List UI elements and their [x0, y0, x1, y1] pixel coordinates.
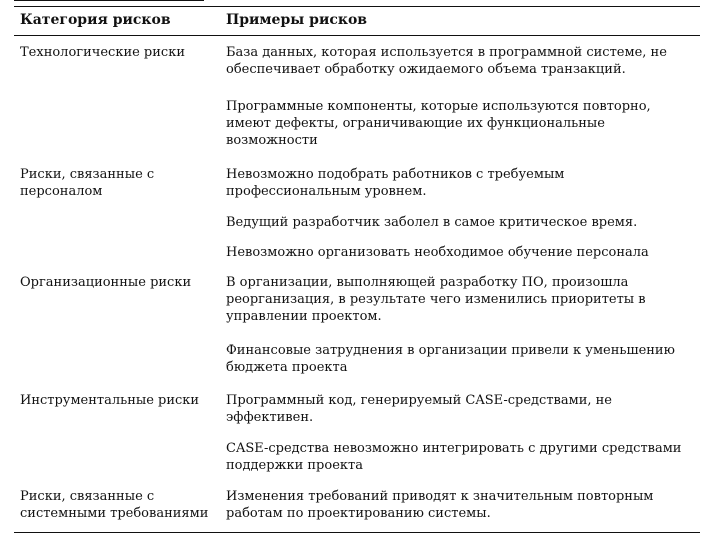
- example-cell: База данных, которая используется в программной системе, не обеспечивает обработку ожидаемого объема транзакций.: [226, 45, 667, 77]
- category-cell: Инструментальные риски: [20, 393, 200, 408]
- example-cell: Финансовые затруднения в организации привели к уменьшению бюджета проекта: [226, 343, 675, 375]
- example-cell: Изменения требований приводят к значительным повторным работам по проектированию системы.: [226, 489, 654, 521]
- top-rule: [14, 0, 204, 1]
- category-cell: Риски, связанные с персоналом: [20, 167, 155, 199]
- example-cell: Невозможно подобрать работников с требуемым профессиональным уровнем.: [226, 167, 565, 199]
- example-cell: В организации, выполняющей разработку ПО, произошла реорганизация, в результате чего изменились приоритеты в управлении проектом.: [226, 275, 646, 324]
- table-header: [14, 6, 700, 36]
- example-cell: Программные компоненты, которые используются повторно, имеют дефекты, ограничивающие их функциональные возможности: [226, 99, 651, 148]
- example-cell: Невозможно организовать необходимое обучение персонала: [226, 245, 649, 260]
- bottom-rule: [14, 532, 700, 533]
- example-cell: Программный код, генерируемый CASE-средствами, не эффективен.: [226, 393, 612, 425]
- category-cell: Организационные риски: [20, 275, 192, 290]
- category-cell: Технологические риски: [20, 45, 185, 60]
- category-cell: Риски, связанные с системными требованиями: [20, 489, 209, 521]
- example-cell: Ведущий разработчик заболел в самое критическое время.: [226, 215, 638, 230]
- header-category: Категория рисков: [20, 12, 171, 28]
- example-cell: CASE-средства невозможно интегрировать с другими средствами поддержки проекта: [226, 441, 682, 473]
- header-examples: Примеры рисков: [226, 12, 368, 28]
